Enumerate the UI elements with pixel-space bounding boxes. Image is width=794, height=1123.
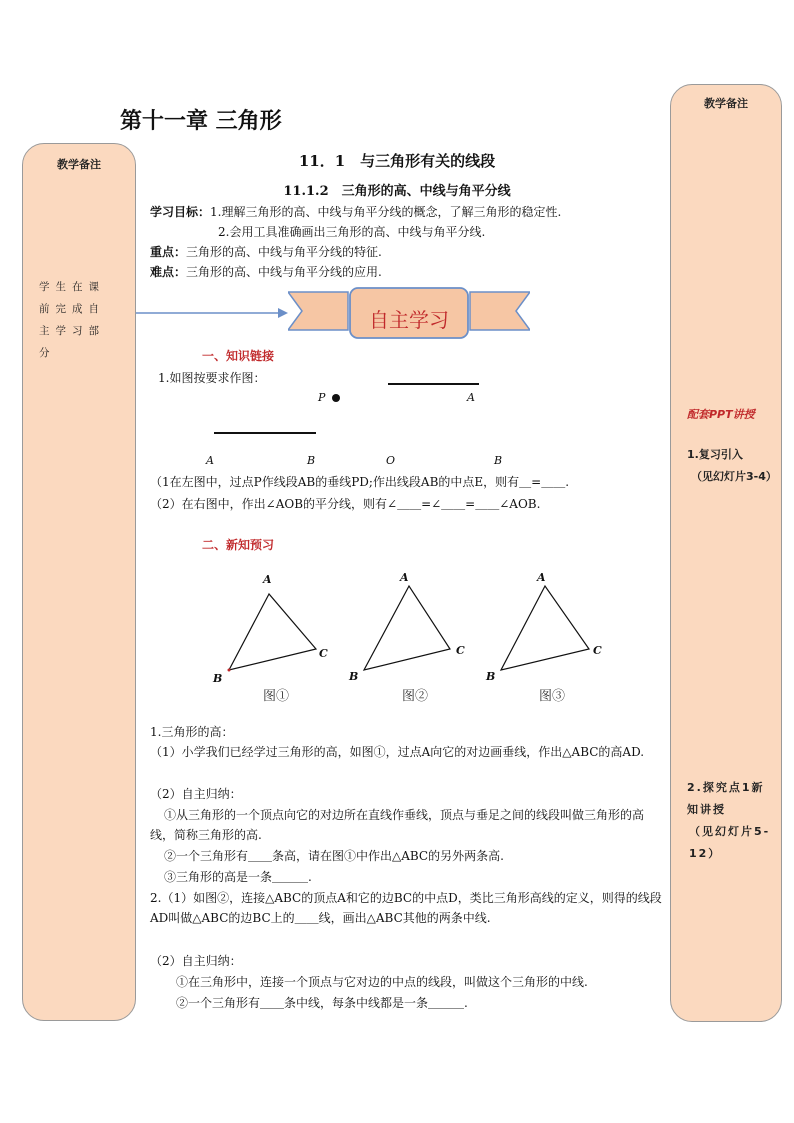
key-point-line (150, 242, 382, 262)
fig1-vertex-a: A (263, 573, 272, 586)
subsection-title: 11.1.2 三角形的高、中线与角平分线 (283, 184, 511, 199)
para-summary-heading: （2）自主归纳： (150, 787, 242, 801)
fig1-vertex-b: B (213, 672, 223, 685)
point-a-upper-label: A (467, 391, 475, 404)
ppt-label: 配套PPT讲授 (687, 408, 755, 421)
point-a-label: A (206, 454, 214, 467)
q-intro: 1.如图按要求作图： (158, 371, 266, 385)
question-1: （1在左图中，过点P作线段AB的垂线PD;作出线段AB的中点E，则有＿=＿＿. (150, 475, 570, 489)
fig3-vertex-a: A (537, 571, 546, 584)
para-height-intro: （1）小学我们已经学过三角形的高，如图①，过点A向它的对边画垂线，作出△ABC的高AD. (150, 745, 645, 759)
figure-1-caption: 图① (263, 689, 290, 704)
para-height-count: ②一个三角形有＿＿条高，请在图①中作出△ABC的另外两条高. (164, 849, 504, 863)
explore-item-ref: （见幻灯片5-12） (689, 825, 771, 860)
fig2-vertex-c: C (456, 644, 465, 657)
para-median-intro: 2.（1）如图②，连接△ABC的顶点A和它的边BC的中点D，类比三角形高线的定义，则得的线段AD叫做△ABC的边BC上的＿＿线，画出△ABC其他的两条中线. (150, 891, 662, 925)
objective-1: 1.理解三角形的高、中线与角平分线的概念，了解三角形的稳定性. (210, 205, 562, 219)
figure-2-caption: 图② (402, 689, 429, 704)
objectives-line1 (150, 202, 561, 222)
explore-item-title: 2.探究点1新知讲授 (687, 781, 765, 816)
objective-2: 2.会用工具准确画出三角形的高、中线与角平分线. (218, 225, 486, 239)
section-title: 11．1 与三角形有关的线段 (298, 152, 496, 170)
new-knowledge-heading: 二、新知预习 (202, 538, 275, 552)
fig2-vertex-a: A (400, 571, 409, 584)
banner-label: 自主学习 (369, 308, 449, 332)
left-panel-title: 教学备注 (57, 158, 101, 171)
chapter-title: 第十一章 三角形 (120, 108, 282, 134)
difficulty-line (150, 262, 382, 282)
review-item-ref: （见幻灯片3-4） (691, 470, 777, 483)
point-b2-label: B (494, 454, 503, 467)
para-height-definition: ①从三角形的一个顶点向它的对边所在直线作垂线，顶点与垂足之间的线段叫做三角形的高线，简称三角形的高. (150, 808, 645, 842)
review-item-title: 1.复习引入 (687, 448, 743, 461)
figure-3-caption: 图③ (539, 689, 566, 704)
left-panel-note: 学生在课前完成自主学习部分 (39, 281, 105, 359)
point-p-label: P (318, 391, 326, 404)
para-median-count: ②一个三角形有＿＿条中线，每条中线都是一条＿＿＿. (176, 996, 468, 1010)
fig2-vertex-b: B (349, 670, 359, 683)
objectives-label: 学习目标： (150, 205, 211, 219)
right-panel-title: 教学备注 (704, 97, 748, 110)
knowledge-link-heading: 一、知识链接 (202, 349, 275, 363)
difficulty-label: 难点： (150, 265, 187, 279)
right-notes-panel (670, 84, 782, 1022)
question-2: （2）在右图中，作出∠AOB的平分线，则有∠＿＿=∠＿＿=＿＿∠AOB. (150, 497, 541, 511)
construction-figures (200, 376, 500, 438)
para-median-definition: ①在三角形中，连接一个顶点与它对边的中点的线段，叫做这个三角形的中线. (176, 975, 588, 989)
para-height-type: ③三角形的高是一条＿＿＿. (164, 870, 312, 884)
fig3-vertex-c: C (593, 644, 602, 657)
difficulty-text: 三角形的高、中线与角平分线的应用. (186, 265, 382, 279)
left-notes-panel (22, 143, 136, 1021)
fig1-vertex-c: C (319, 647, 328, 660)
pointer-arrow (136, 306, 288, 320)
para-height-title: 1.三角形的高： (150, 725, 234, 739)
point-o-label: O (386, 454, 396, 467)
key-point-text: 三角形的高、中线与角平分线的特征. (186, 245, 382, 259)
key-point-label: 重点： (150, 245, 187, 259)
point-b-label: B (307, 454, 316, 467)
fig3-vertex-b: B (486, 670, 496, 683)
para-summary-heading-2: （2）自主归纳： (150, 954, 242, 968)
